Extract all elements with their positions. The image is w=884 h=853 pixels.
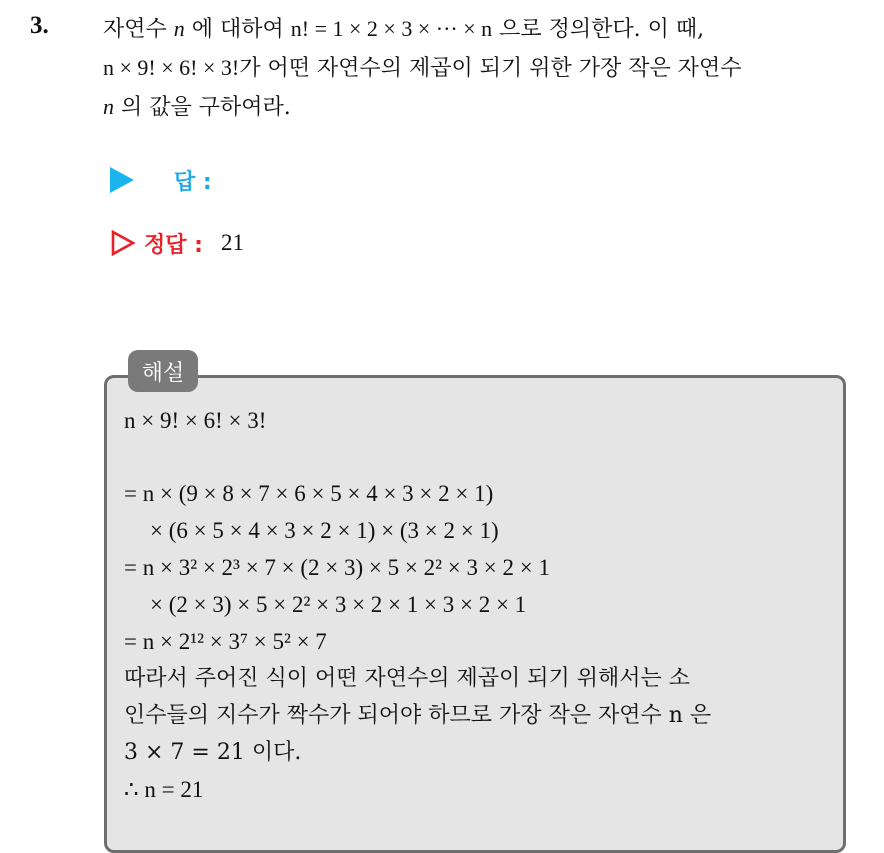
solution-tab: 해설	[128, 350, 198, 392]
solution-line: 3 × 7 = 21 이다.	[124, 740, 302, 765]
play-triangle-icon	[110, 167, 134, 193]
solution-line: n × 9! × 6! × 3!	[124, 408, 267, 433]
answer-row	[110, 163, 212, 197]
solution-line: 인수들의 지수가 짝수가 되어야 하므로 가장 작은 자연수 n 은	[124, 703, 712, 728]
problem-line-1: 자연수 n 에 대하여 n! = 1 × 2 × 3 × ··· × n 으로 정의한다. 이 때,	[103, 16, 705, 42]
answer-key-label: 정답 :	[144, 232, 203, 258]
problem-number: 3.	[30, 12, 49, 39]
solution-line: = n × 3² × 2³ × 7 × (2 × 3) × 5 × 2² × 3 × 2 × 1	[124, 555, 550, 580]
outline-triangle-icon	[110, 229, 136, 257]
answer-label: 답 :	[174, 169, 212, 195]
solution-line: × (6 × 5 × 4 × 3 × 2 × 1) × (3 × 2 × 1)	[150, 518, 499, 543]
solution-body	[124, 402, 834, 808]
problem-line-2: n × 9! × 6! × 3!가 어떤 자연수의 제곱이 되기 위한 가장 작은 자연수	[103, 55, 742, 81]
solution-line: 따라서 주어진 식이 어떤 자연수의 제곱이 되기 위해서는 소	[124, 666, 690, 691]
solution-line: ∴ n = 21	[124, 777, 204, 802]
solution-line: = n × (9 × 8 × 7 × 6 × 5 × 4 × 3 × 2 × 1)	[124, 481, 494, 506]
answer-key-row	[110, 226, 244, 260]
solution-line: = n × 2¹² × 3⁷ × 5² × 7	[124, 629, 327, 654]
solution-line: × (2 × 3) × 5 × 2² × 3 × 2 × 1 × 3 × 2 × 1	[150, 592, 527, 617]
problem-statement	[103, 10, 873, 127]
answer-key-value: 21	[220, 230, 244, 255]
problem-line-3: n 의 값을 구하여라.	[103, 94, 291, 120]
